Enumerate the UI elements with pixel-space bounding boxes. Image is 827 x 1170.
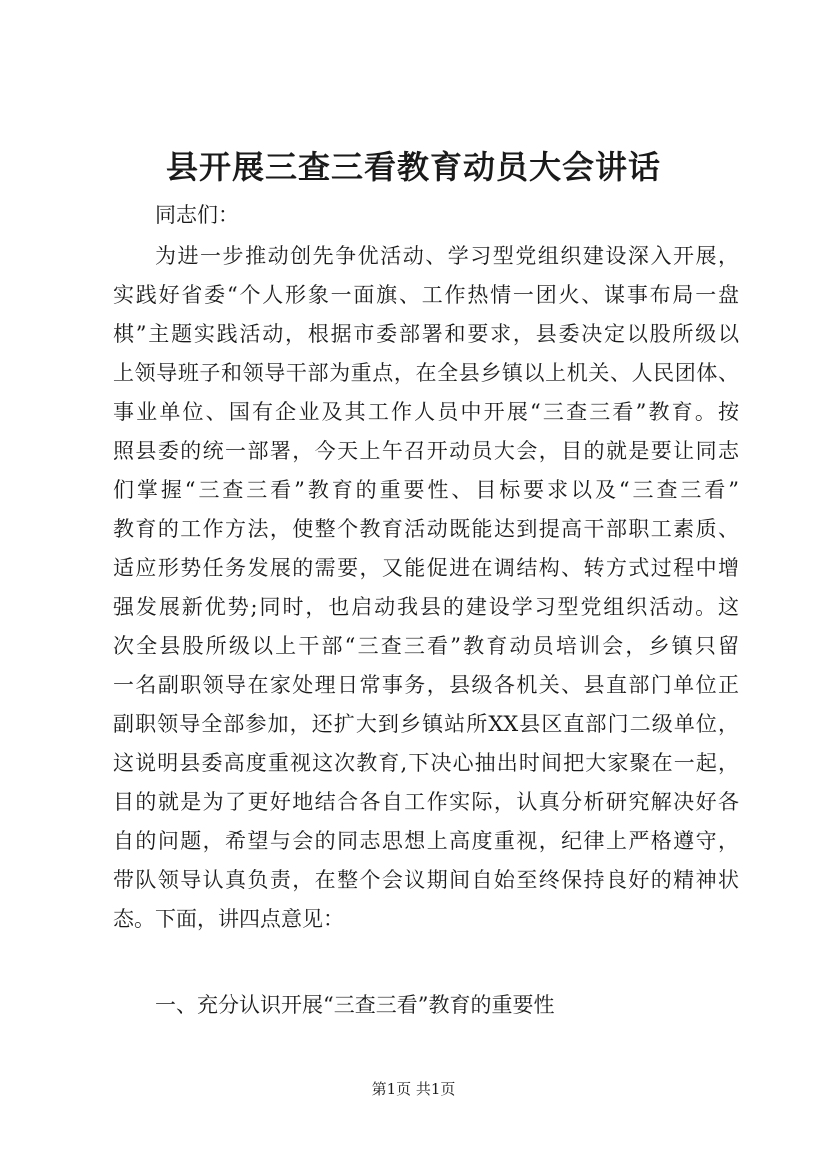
paragraph-line: 目的就是为了更好地结合各自工作实际，认真分析研究解决好各 [113, 790, 739, 814]
paragraph-line: 教育的工作方法，使整个教育活动既能达到提高干部职工素质、 [113, 517, 739, 541]
body-paragraph [113, 237, 739, 939]
paragraph-line: 自的问题，希望与会的同志思想上高度重视，纪律上严格遵守， [113, 829, 739, 853]
greeting: 同志们： [155, 203, 239, 227]
paragraph-line: 实践好省委“个人形象一面旗、工作热情一团火、谋事布局一盘 [113, 283, 739, 307]
document-title: 县开展三查三看教育动员大会讲话 [165, 148, 661, 186]
paragraph-line: 副职领导全部参加，还扩大到乡镇站所XX县区直部门二级单位， [113, 712, 739, 736]
page-footer: 第1页 共1页 [371, 1080, 456, 1098]
paragraph-line: 适应形势任务发展的需要，又能促进在调结构、转方式过程中增 [113, 556, 739, 580]
paragraph-line: 事业单位、国有企业及其工作人员中开展“三查三看”教育。按 [113, 400, 739, 424]
paragraph-line: 次全县股所级以上干部“三查三看”教育动员培训会，乡镇只留 [113, 634, 739, 658]
paragraph-line: 强发展新优势;同时，也启动我县的建设学习型党组织活动。这 [113, 595, 739, 619]
section-heading: 一、充分认识开展“三查三看”教育的重要性 [155, 993, 555, 1017]
paragraph-line: 为进一步推动创先争优活动、学习型党组织建设深入开展， [155, 244, 739, 268]
paragraph-line: 上领导班子和领导干部为重点，在全县乡镇以上机关、人民团体、 [113, 361, 739, 385]
paragraph-line: 照县委的统一部署，今天上午召开动员大会，目的就是要让同志 [113, 439, 739, 463]
paragraph-line: 态。下面，讲四点意见： [113, 907, 344, 931]
paragraph-line: 带队领导认真负责，在整个会议期间自始至终保持良好的精神状 [113, 868, 739, 892]
paragraph-line: 一名副职领导在家处理日常事务，县级各机关、县直部门单位正 [113, 673, 739, 697]
paragraph-line: 们掌握“三查三看”教育的重要性、目标要求以及“三查三看” [113, 478, 739, 502]
paragraph-line: 棋”主题实践活动，根据市委部署和要求，县委决定以股所级以 [113, 322, 739, 346]
paragraph-line: 这说明县委高度重视这次教育,下决心抽出时间把大家聚在一起， [113, 751, 739, 775]
